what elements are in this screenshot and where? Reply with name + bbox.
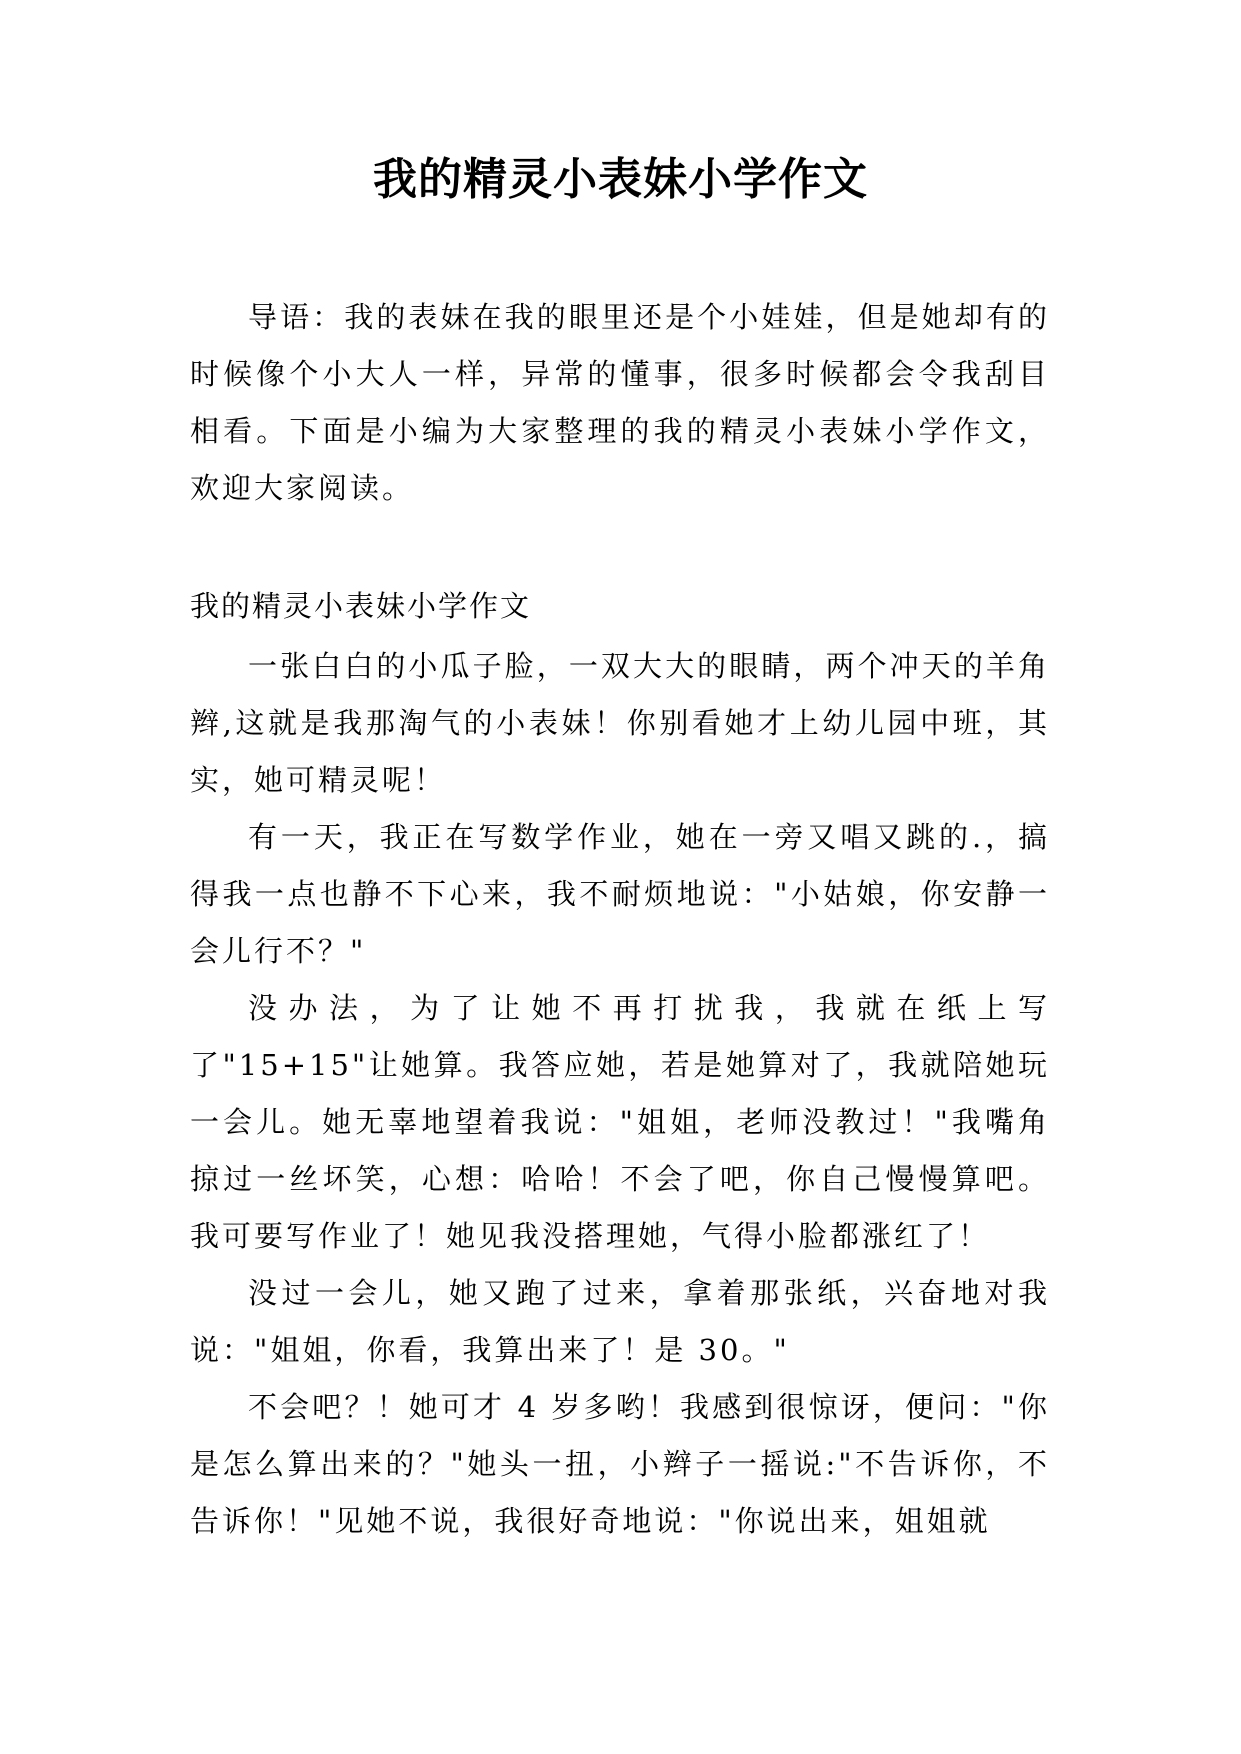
- intro-block: [190, 289, 1050, 517]
- essay-paragraph: 有一天，我正在写数学作业，她在一旁又唱又跳的.，搞得我一点也静不下心来，我不耐烦地说："小姑娘，你安静一会儿行不？": [190, 820, 1050, 968]
- essay-paragraph: 没办法，为了让她不再打扰我，我就在纸上写了"15+15"让她算。我答应她，若是她算对了，我就陪她玩一会儿。她无辜地望着我说："姐姐，老师没教过！"我嘴角掠过一丝坏笑，心想：哈哈！不会了吧，你自己慢慢算吧。我可要写作业了！她见我没搭理她，气得小脸都涨红了！: [190, 991, 1050, 1253]
- essay-body: [190, 578, 1050, 1550]
- essay-paragraph: 不会吧？！她可才 4 岁多哟！我感到很惊讶，便问："你是怎么算出来的？"她头一扭，小辫子一摇说:"不告诉你，不告诉你！"见她不说，我很好奇地说："你说出来，姐姐就: [190, 1390, 1050, 1538]
- essay-paragraph: 没过一会儿，她又跑了过来，拿着那张纸，兴奋地对我说："姐姐，你看，我算出来了！是 30。": [190, 1276, 1050, 1367]
- document-title: 我的精灵小表妹小学作文: [373, 154, 868, 205]
- intro-paragraph: 导语：我的表妹在我的眼里还是个小娃娃，但是她却有的时候像个小大人一样，异常的懂事，很多时候都会令我刮目相看。下面是小编为大家整理的我的精灵小表妹小学作文，欢迎大家阅读。: [190, 300, 1050, 505]
- essay-paragraph: 一张白白的小瓜子脸，一双大大的眼睛，两个冲天的羊角辫,这就是我那淘气的小表妹！你别看她才上幼儿园中班，其实，她可精灵呢！: [190, 649, 1050, 797]
- section-heading: 我的精灵小表妹小学作文: [190, 589, 532, 623]
